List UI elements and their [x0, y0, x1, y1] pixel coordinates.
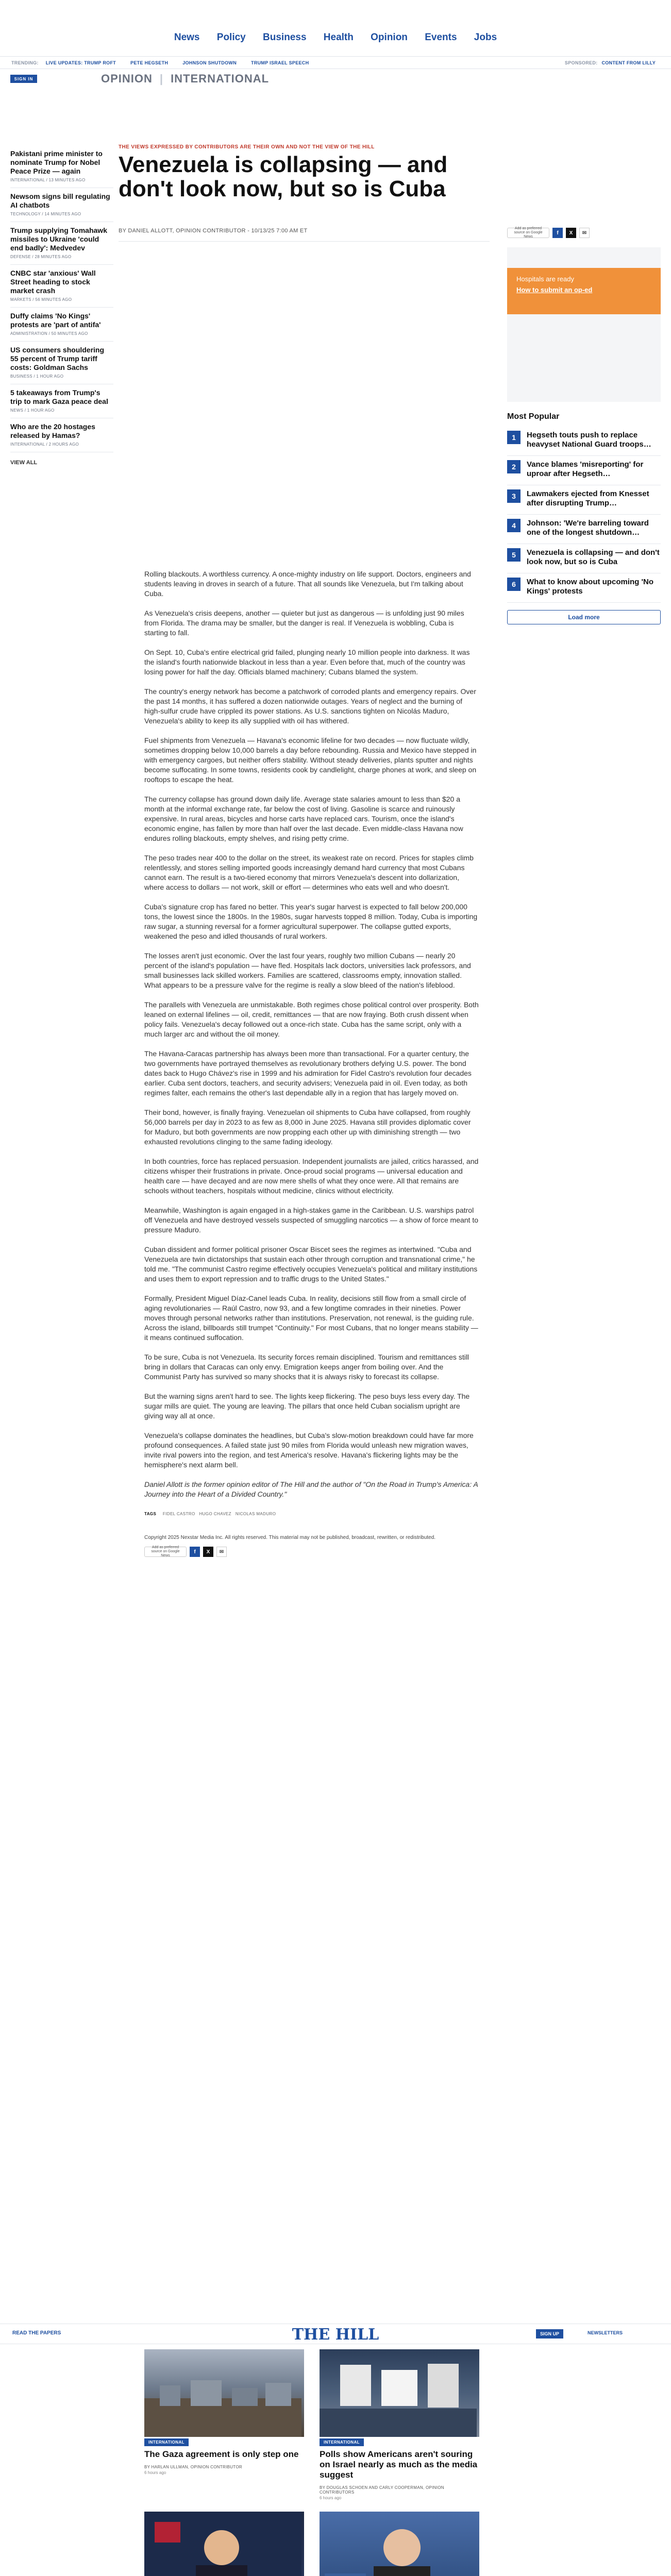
popular-title[interactable]: Lawmakers ejected from Knesset after disrupting Trump…: [527, 489, 649, 507]
list-item[interactable]: [10, 222, 113, 265]
rank-badge: 1: [507, 431, 521, 444]
facebook-icon[interactable]: f: [190, 1547, 200, 1557]
read-the-papers-link[interactable]: READ THE PAPERS: [12, 2330, 61, 2336]
article-paragraph: Fuel shipments from Venezuela — Havana's economic lifeline for two decades — now fluctuate wildly, sometimes dropping below 10,000 barrels a day before rebounding. Russia and Mexico have stepped in with emergency cargoes, but neither offers stability. Without steady deliveries, plants sputter and nights become suffocating. In some towns, residents cook by candlelight, charge phones at work, and sleep on rooftops to escape the heat.: [144, 736, 477, 784]
rank-badge: 6: [507, 578, 521, 591]
popular-title[interactable]: Hegseth touts push to replace heavyset National Guard troops…: [527, 431, 651, 449]
sponsored-link[interactable]: CONTENT FROM LILLY: [601, 60, 656, 65]
list-item[interactable]: [507, 515, 661, 544]
trending-item[interactable]: JOHNSON SHUTDOWN: [182, 60, 237, 65]
nav-opinion[interactable]: Opinion: [371, 32, 408, 43]
tags-row: [144, 1509, 479, 1519]
card-author: BY HARLAN ULLMAN, OPINION CONTRIBUTOR: [144, 2465, 242, 2469]
article-paragraph: Rolling blackouts. A worthless currency. A once-mighty industry on life support. Doctors, engineers and students leaving in droves in search of a future. That all sounds like Venezuela, but I'm talking about Cuba.: [144, 570, 471, 598]
card-image[interactable]: [320, 2512, 479, 2576]
trending-item[interactable]: PETE HEGSETH: [130, 60, 169, 65]
nav-health[interactable]: Health: [323, 32, 354, 43]
article-paragraph: But the warning signs aren't hard to see. The lights keep flickering. The peso buys less every day. The sugar mills are quiet. The young are leaving. The pillars that once held Cuban socialism upright are giving way all at once.: [144, 1392, 470, 1420]
card-image[interactable]: [320, 2349, 479, 2437]
x-icon[interactable]: X: [566, 228, 576, 238]
list-item[interactable]: [507, 544, 661, 573]
category-badge[interactable]: INTERNATIONAL: [144, 2438, 189, 2446]
article-paragraph: The Havana-Caracas partnership has always been more than transactional. For a quarter century, the two governments have portrayed themselves as revolutionary brothers defying U.S. power. The bond dates back to Hugo Chávez's rise in 1999 and his admiration for Fidel Castro's revolution four decades earlier. Cuba sent doctors, teachers, and security advisers; Venezuela paid in oil. Even today, as both regimes falter, each remains the other's last dependable ally in a region that has largely moved on.: [144, 1049, 472, 1097]
breadcrumb-international[interactable]: INTERNATIONAL: [171, 72, 270, 85]
tag-link[interactable]: FIDEL CASTRO: [162, 1512, 195, 1516]
trending-ticker: [0, 57, 671, 69]
breadcrumb-opinion[interactable]: OPINION: [101, 72, 153, 85]
story-meta: MARKETS / 56 MINUTES AGO: [10, 297, 72, 302]
story-title[interactable]: Who are the 20 hostages released by Hamas?: [10, 422, 95, 439]
x-icon[interactable]: X: [203, 1547, 213, 1557]
the-hill-footer-bar: [0, 2324, 671, 2344]
story-card[interactable]: [320, 2349, 479, 2500]
tag-link[interactable]: NICOLAS MADURO: [235, 1512, 276, 1516]
card-image[interactable]: [144, 2349, 304, 2437]
advertisement: [507, 247, 661, 402]
share-toolbar-bottom: [144, 1547, 479, 1557]
article-paragraph: As Venezuela's crisis deepens, another — quieter but just as dangerous — is unfolding just 90 miles from Florida. The drama may be smaller, but the danger is real. If Venezuela is wobbling, Cuba is starting to fall.: [144, 609, 464, 637]
story-meta: DEFENSE / 28 MINUTES AGO: [10, 255, 72, 259]
card-author: BY DOUGLAS SCHOEN AND CARLY COOPERMAN, OPINION CONTRIBUTORS: [320, 2485, 444, 2495]
article-paragraph: On Sept. 10, Cuba's entire electrical grid failed, plunging nearly 10 million people into darkness. It was the island's fourth nationwide blackout in less than a year. Even before that, much of the country was losing power for half the day. Officials blamed machinery; Cubans blamed the system.: [144, 648, 470, 676]
nav-jobs[interactable]: Jobs: [474, 32, 497, 43]
nav-events[interactable]: Events: [425, 32, 457, 43]
google-preferred-source-button[interactable]: Add as preferred source on Google News: [144, 1547, 187, 1557]
article-paragraph: The country's energy network has become a patchwork of corroded plants and emergency repairs. Over the past 14 months, it has suffered a dozen nationwide outages. Years of neglect and the burning of high-sulfur crude have crippled its power stations. As U.S. sanctions tighten on Nicolás Maduro, Venezuela's ability to keep its ally supplied with oil has withered.: [144, 687, 476, 725]
article-paragraph: The peso trades near 400 to the dollar on the street, its weakest rate on record. Prices for staples climb relentlessly, and stores selling imported goods increasingly demand hard currency that most Cubans cannot earn. The result is a two-tiered economy that mirrors Venezuela's descent into dollarization, where access to dollars — not work, skill or effort — determines who eats well and who doesn't.: [144, 854, 474, 891]
article-body: [144, 569, 479, 1557]
facebook-icon[interactable]: f: [552, 228, 563, 238]
article-paragraph: To be sure, Cuba is not Venezuela. Its security forces remain disciplined. Tourism and remittances still bring in dollars that Caracas can only envy. Emigration keeps anger from boiling over. And the Communist Party has survived so many shocks that it is always risky to forecast its collapse.: [144, 1353, 469, 1381]
card-time: 6 hours ago: [144, 2470, 166, 2475]
list-item[interactable]: [10, 308, 113, 342]
list-item[interactable]: [10, 418, 113, 452]
list-item[interactable]: [10, 342, 113, 384]
city-skyline-illustration: [144, 2349, 301, 2437]
copyright-notice: Copyright 2025 Nexstar Media Inc. All rights reserved. This material may not be published, broadcast, rewritten, or redistributed.: [144, 1535, 436, 1540]
story-card[interactable]: [144, 2349, 304, 2500]
card-image[interactable]: [144, 2512, 304, 2576]
email-icon[interactable]: ✉: [216, 1547, 227, 1557]
category-badge[interactable]: INTERNATIONAL: [320, 2438, 364, 2446]
list-item[interactable]: [10, 145, 113, 188]
trending-item[interactable]: TRUMP ISRAEL SPEECH: [251, 60, 309, 65]
sign-up-button[interactable]: SIGN UP: [536, 2329, 563, 2338]
the-hill-logo[interactable]: THE HILL: [292, 2326, 379, 2344]
email-icon[interactable]: ✉: [579, 228, 590, 238]
rank-badge: 4: [507, 519, 521, 532]
story-title[interactable]: Trump supplying Tomahawk missiles to Ukraine 'could end badly': Medvedev: [10, 226, 107, 252]
popular-title[interactable]: Venezuela is collapsing — and don't look now, but so is Cuba: [527, 548, 660, 566]
rank-badge: 5: [507, 548, 521, 562]
list-item[interactable]: [507, 456, 661, 485]
list-item[interactable]: [507, 427, 661, 456]
story-meta: ADMINISTRATION / 50 MINUTES AGO: [10, 331, 88, 336]
popular-title[interactable]: Vance blames 'misreporting' for uproar after Hegseth…: [527, 460, 644, 478]
story-meta: BUSINESS / 1 HOUR AGO: [10, 374, 64, 379]
most-popular-title: Most Popular: [507, 412, 560, 421]
ad-banner[interactable]: [507, 268, 661, 314]
popular-title[interactable]: What to know about upcoming 'No Kings' protests: [527, 578, 654, 596]
page-title: Venezuela is collapsing — and don't look now, but so is Cuba: [119, 152, 448, 201]
view-all-link[interactable]: VIEW ALL: [10, 460, 38, 466]
article-paragraph: The currency collapse has ground down daily life. Average state salaries amount to less than $20 a month at the informal exchange rate, far below the cost of living. Gasoline is scarce and ruinously expensive. In rural areas, bicycles and horse carts have replaced cars. Tourism, once the island's economic engine, has fallen by more than half over the last decade. Even middle-class Havana now endures rolling blackouts, empty shelves, and rising petty crime.: [144, 795, 463, 842]
nav-news[interactable]: News: [174, 32, 200, 43]
story-card[interactable]: [320, 2512, 479, 2576]
breadcrumb-separator: |: [159, 72, 164, 85]
related-opinion-grid: [144, 2349, 479, 2576]
story-title[interactable]: US consumers shouldering 55 percent of Trump tariff costs: Goldman Sachs: [10, 346, 105, 371]
list-item[interactable]: [10, 265, 113, 308]
story-title[interactable]: Pakistani prime minister to nominate Trump for Nobel Peace Prize — again: [10, 149, 103, 175]
article-paragraph: Cuban dissident and former political prisoner Oscar Biscet sees the regimes as intertwined. "Cuba and Venezuela are twin dictatorships that sustain each other through corruption and transnational crime," he told me. "The communist Castro regime effectively occupies Venezuela's political and military institutions and uses them to export repression and to traffic drugs to the United States.": [144, 1245, 478, 1283]
card-time: 6 hours ago: [320, 2496, 342, 2500]
trending-item[interactable]: LIVE UPDATES: TRUMP ROFT: [45, 60, 116, 65]
popular-title[interactable]: Johnson: 'We're barreling toward one of the longest shutdown…: [527, 519, 649, 537]
nav-policy[interactable]: Policy: [216, 32, 246, 43]
list-item[interactable]: [10, 384, 113, 418]
rank-badge: 2: [507, 460, 521, 473]
article-paragraph: The losses aren't just economic. Over the last four years, roughly two million Cubans — nearly 20 percent of the island's population — have fled. Hospitals lack doctors, universities lack professors, and small businesses lack skilled workers. Families are scattered, classrooms empty, innovation stalled. What appears to be a pressure valve for the regime is really a slow bleed of the nation's lifeblood.: [144, 952, 471, 989]
rank-badge: 3: [507, 489, 521, 503]
trending-label: TRENDING:: [11, 60, 39, 65]
article-byline: BY DANIEL ALLOTT, OPINION CONTRIBUTOR - 10/13/25 7:00 AM ET: [119, 228, 308, 234]
google-preferred-source-button[interactable]: Add as preferred source on Google News: [507, 228, 549, 238]
story-title[interactable]: Duffy claims 'No Kings' protests are 'part of antifa': [10, 312, 101, 329]
story-title[interactable]: CNBC star 'anxious' Wall Street heading to stock market crash: [10, 269, 96, 295]
story-card[interactable]: [144, 2512, 304, 2576]
list-item[interactable]: [10, 188, 113, 222]
list-item[interactable]: [507, 485, 661, 515]
list-item[interactable]: [507, 573, 661, 603]
story-title[interactable]: Newsom signs bill regulating AI chatbots: [10, 192, 110, 209]
article-paragraph: In both countries, force has replaced persuasion. Independent journalists are jailed, critics harassed, and citizens whisper their frustrations in private. Once-proud social programs — universal education and health care — have decayed and are now mere shells of what they once were. All that remains are schools without teachers, hospitals without medicine, clinics without electricity.: [144, 1157, 479, 1195]
story-meta: INTERNATIONAL / 2 HOURS AGO: [10, 442, 79, 447]
story-meta: INTERNATIONAL / 13 MINUTES AGO: [10, 178, 86, 182]
latest-stories-sidebar: [10, 145, 113, 466]
story-title[interactable]: 5 takeaways from Trump's trip to mark Gaza peace deal: [10, 388, 108, 405]
article-paragraph: Cuba's signature crop has fared no better. This year's sugar harvest is expected to fall below 200,000 tons, the lowest since the 1800s. In the 1980s, sugar harvests topped 8 million. Today, Cuba is importing raw sugar, a stunning reversal for a former agricultural superpower. The collapse gutted exports, weakened the peso and idled thousands of rural workers.: [144, 903, 478, 940]
story-meta: NEWS / 1 HOUR AGO: [10, 408, 55, 413]
ad-subtitle: Hospitals are ready: [516, 275, 574, 283]
nav-business[interactable]: Business: [263, 32, 307, 43]
opinion-disclaimer: THE VIEWS EXPRESSED BY CONTRIBUTORS ARE THEIR OWN AND NOT THE VIEW OF THE HILL: [119, 144, 375, 150]
card-title[interactable]: Polls show Americans aren't souring on Israel nearly as much as the media suggest: [320, 2449, 478, 2480]
tags-label: TAGS: [144, 1512, 157, 1516]
right-rail: [507, 247, 661, 624]
story-meta: TECHNOLOGY / 14 MINUTES AGO: [10, 212, 81, 216]
ad-cta-link[interactable]: How to submit an op-ed: [516, 286, 593, 294]
sponsored-prefix: SPONSORED:: [564, 60, 598, 65]
share-toolbar: [507, 228, 590, 238]
article-paragraph: The parallels with Venezuela are unmistakable. Both regimes chose political control over prosperity. Both leaned on external lifelines — oil, credit, remittances — that are now fraying. Both crush dissent when policy fails. Venezuela's decay followed out a once-rich state. Cuba has the same script, only with a much larger arc and without the oil money.: [144, 1001, 479, 1038]
author-note: Daniel Allott is the former opinion editor of The Hill and the author of "On the Road in Trump's America: A Journey into the Heart of a Divided Country.": [144, 1480, 478, 1498]
article-paragraph: Meanwhile, Washington is again engaged in a high-stakes game in the Caribbean. U.S. warships patrol off Venezuela and have destroyed vessels suspected of smuggling narcotics — a show of force meant to pressure Maduro.: [144, 1206, 479, 1234]
politician-illustration: [320, 2512, 477, 2576]
article-paragraph: Venezuela's collapse dominates the headlines, but Cuba's slow-motion breakdown could have far more profound consequences. A failed state just 90 miles from Florida would unleash new migration waves, invite rival powers into the region, and test America's resolve. Havana's flickering lights may be the hemisphere's next alarm bell.: [144, 1431, 474, 1469]
president-illustration: [144, 2512, 301, 2576]
article-paragraph: Formally, President Miguel Díaz-Canel leads Cuba. In reality, decisions still flow from a small circle of aging revolutionaries — Raúl Castro, now 93, and a few longtime comrades in their nineties. Power moves through personal networks rather than institutions. Preservation, not renewal, is the guiding rule. Across the island, billboards still trumpet "Continuity." For most Cubans, that no longer means stability — it means continued suffocation.: [144, 1294, 478, 1342]
top-navigation: [0, 0, 671, 57]
load-more-button[interactable]: Load more: [507, 610, 661, 624]
tag-link[interactable]: HUGO CHAVEZ: [199, 1512, 231, 1516]
newsletters-link[interactable]: NEWSLETTERS: [588, 2330, 623, 2335]
sponsored-label: [565, 60, 656, 65]
article-paragraph: Their bond, however, is finally fraying. Venezuelan oil shipments to Cuba have collapsed, from roughly 56,000 barrels per day in 2023 to as few as 8,000 in June 2025. Havana still provides diplomatic cover for Maduro, but both governments are now propping each other up with diminishing strength — two exhausted revolutions clinging to the same fading ideology.: [144, 1108, 471, 1146]
card-title[interactable]: The Gaza agreement is only step one: [144, 2449, 299, 2459]
sign-in-button[interactable]: SIGN IN: [10, 75, 37, 83]
main-nav-links: [0, 32, 671, 43]
protest-illustration: [320, 2349, 477, 2437]
divider: [119, 241, 490, 242]
section-breadcrumb: [0, 69, 671, 89]
